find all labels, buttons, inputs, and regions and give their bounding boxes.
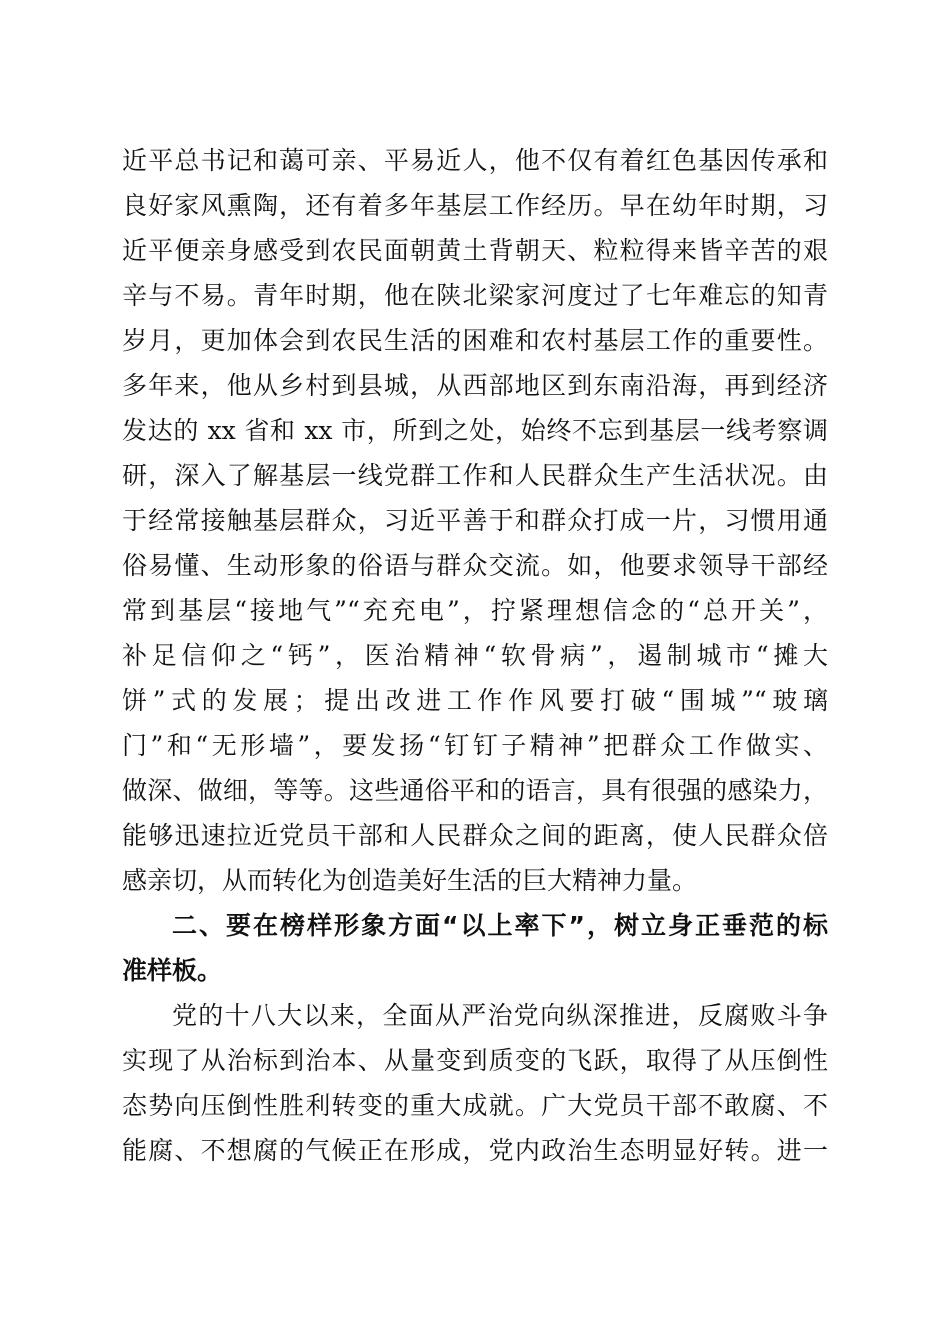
text-line: 饼”式的发展；提出改进工作作风要打破“围城”“玻璃: [122, 686, 828, 715]
text-line: 感亲切，从而转化为创造美好生活的巨大精神力量。: [122, 866, 698, 895]
text-line: 能够迅速拉近党员干部和人民群众之间的距离，使人民群众倍: [122, 821, 828, 850]
text-line: 近平总书记和蔼可亲、平易近人，他不仅有着红色基因传承和: [122, 146, 828, 175]
text-line: 岁月，更加体会到农民生活的困难和农村基层工作的重要性。: [122, 326, 828, 355]
text-line: 补足信仰之“钙”，医治精神“软骨病”，遏制城市“摊大: [122, 641, 828, 670]
text-line: 能腐、不想腐的气候正在形成，党内政治生态明显好转。进一: [122, 1136, 828, 1165]
text-line: 多年来，他从乡村到县城，从西部地区到东南沿海，再到经济: [122, 371, 828, 400]
text-line: 门”和“无形墙”，要发扬“钉钉子精神”把群众工作做实、: [122, 731, 828, 760]
text-line: 俗易懂、生动形象的俗语与群众交流。如，他要求领导干部经: [122, 551, 828, 580]
text-line: 于经常接触基层群众，习近平善于和群众打成一片，习惯用通: [122, 506, 828, 535]
text-line: 态势向压倒性胜利转变的重大成就。广大党员干部不敢腐、不: [122, 1091, 828, 1120]
text-line: 近平便亲身感受到农民面朝黄土背朝天、粒粒得来皆辛苦的艰: [122, 236, 828, 265]
text-line: 做深、做细，等等。这些通俗平和的语言，具有很强的感染力，: [122, 776, 828, 805]
text-line: 常到基层“接地气”“充充电”，拧紧理想信念的“总开关”，: [122, 596, 828, 625]
heading-line: 二、要在榜样形象方面“以上率下”，树立身正垂范的标: [172, 911, 828, 940]
text-line: 研，深入了解基层一线党群工作和人民群众生产生活状况。由: [122, 461, 828, 490]
text-line: 实现了从治标到治本、从量变到质变的飞跃，取得了从压倒性: [122, 1046, 828, 1075]
heading-line: 准样板。: [122, 956, 223, 985]
text-line: 辛与不易。青年时期，他在陕北梁家河度过了七年难忘的知青: [122, 281, 828, 310]
text-line: 发达的 xx 省和 xx 市，所到之处，始终不忘到基层一线考察调: [122, 416, 828, 445]
text-line: 党的十八大以来，全面从严治党向纵深推进，反腐败斗争: [172, 1001, 828, 1030]
text-line: 良好家风熏陶，还有着多年基层工作经历。早在幼年时期，习: [122, 191, 828, 220]
